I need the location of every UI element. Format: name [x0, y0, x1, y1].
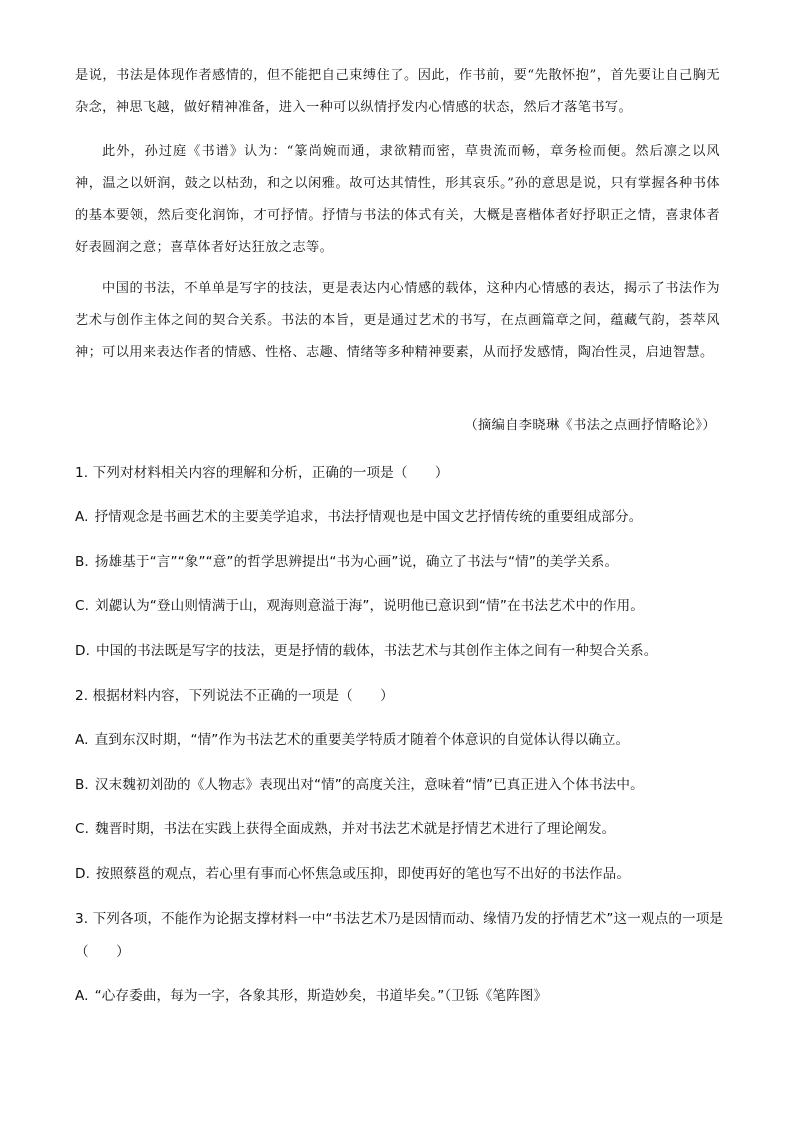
option-text: “心存委曲，每为一字，各象其形，斯造妙矣，书道毕矣。”（卫铄《笔阵图》: [94, 988, 548, 1004]
question-3-option-a: [75, 984, 725, 1008]
question-1-option-d: [75, 639, 725, 663]
passage-paragraph: 是说，书法是体现作者感情的，但不能把自己束缚住了。因此，作书前，要“先散怀抱”，首先要让自己胸无杂念，神思飞越，做好精神准备，进入一种可以纵情抒发内心情感的状态，然后才落笔书写。: [75, 68, 720, 115]
question-1-option-c: [75, 594, 725, 618]
option-letter: C.: [75, 598, 90, 614]
question-2-option-b: [75, 773, 725, 797]
option-text: 中国的书法既是写字的技法，更是抒情的载体，书法艺术与其创作主体之间有一种契合关系。: [96, 643, 658, 659]
option-letter: A.: [75, 988, 89, 1004]
option-text: 扬雄基于“言”“象”“意”的哲学思辨提出“书为心画”说，确立了书法与“情”的美学关系。: [94, 554, 619, 570]
option-text: 按照蔡邕的观点，若心里有事而心怀焦急或压抑，即使再好的笔也写不出好的书法作品。: [96, 866, 631, 882]
passage-paragraph: 此外，孙过庭《书谱》认为：“篆尚婉而通，隶欲精而密，草贵流而畅，章务检而便。然后凛之以风神，温之以妍润，鼓之以枯劲，和之以闲雅。故可达其情性，形其哀乐。”孙的意思是说，只有掌握各种书体的基本要领，然后变化润饰，才可抒情。抒情与书法的体式有关，大概是喜楷体者好抒职正之情，喜隶体者好表圆润之意；喜草体者好达狂放之志等。: [75, 144, 720, 255]
option-text: 刘勰认为“登山则情满于山，观海则意溢于海”，说明他已意识到“情”在书法艺术中的作用。: [95, 598, 644, 614]
option-letter: A.: [75, 732, 89, 748]
passage-paragraph: 中国的书法，不单单是写字的技法，更是表达内心情感的载体，这种内心情感的表达，揭示了书法作为艺术与创作主体之间的契合关系。书法的本旨，更是通过艺术的书写，在点画篇章之间，蕴藏气韵，荟萃风神；可以用来表达作者的情感、性格、志趣、情绪等多种精神要素，从而抒发感情，陶冶性灵，启迪智慧。: [75, 281, 720, 360]
passage-source-citation: （摘编自李晓琳《书法之点画抒情略论》）: [464, 418, 716, 433]
question-1-option-b: [75, 550, 725, 574]
question-2-option-c: [75, 817, 725, 841]
option-letter: A.: [75, 509, 89, 525]
option-letter: C.: [75, 821, 90, 837]
question-3-stem: 3. 下列各项，不能作为论据支撑材料一中“书法艺术乃是因情而动、缘情乃发的抒情艺术”这一观点的一项是（ ）: [75, 911, 724, 960]
question-1-option-a: [75, 505, 725, 529]
question-2-option-a: [75, 728, 725, 752]
option-letter: D.: [75, 866, 90, 882]
option-text: 直到东汉时期，“情”作为书法艺术的重要美学特质才随着个体意识的自觉体认得以确立。: [94, 732, 630, 748]
question-2-option-d: [75, 862, 725, 886]
option-letter: D.: [75, 643, 90, 659]
option-letter: B.: [75, 777, 89, 793]
option-text: 魏晋时期，书法在实践上获得全面成熟，并对书法艺术就是抒情艺术进行了理论阐发。: [95, 821, 616, 837]
option-text: 汉末魏初刘劭的《人物志》表现出对“情”的高度关注，意味着“情”已真正进入个体书法中。: [94, 777, 644, 793]
option-letter: B.: [75, 554, 89, 570]
question-2-stem: 2. 根据材料内容，下列说法不正确的一项是（ ）: [75, 688, 394, 704]
option-text: 抒情观念是书画艺术的主要美学追求，书法抒情观也是中国文艺抒情传统的重要组成部分。: [94, 509, 643, 525]
question-1-stem: 1. 下列对材料相关内容的理解和分析，正确的一项是（ ）: [75, 465, 449, 481]
